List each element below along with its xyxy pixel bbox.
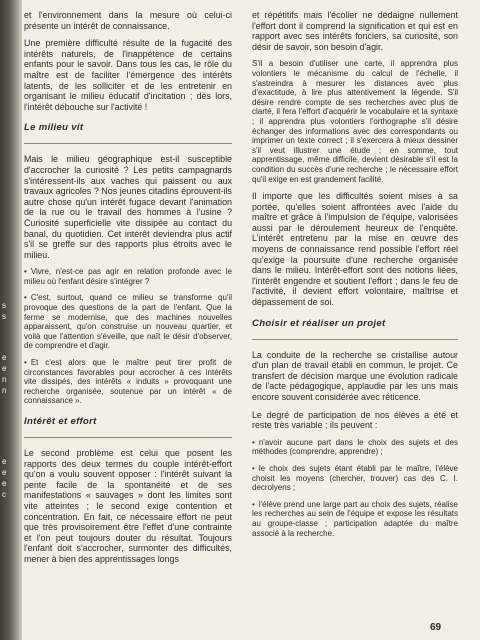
bullet-icon: • — [252, 499, 255, 509]
page-number: 69 — [430, 622, 442, 633]
bullet-text: Vivre, n'est-ce pas agir en relation profonde avec le milieu où l'enfant désire s'intégrer ? — [24, 267, 232, 286]
bullet-item — [24, 358, 232, 406]
binding-edge — [0, 0, 22, 640]
margin-letter: e — [2, 364, 7, 373]
margin-letter: c — [2, 490, 6, 499]
heading-rule — [24, 437, 232, 438]
paragraph: Une première difficulté résulte de la fugacité des intérêts naturels, de l'inappétence de certains enfants pour le savoir. Dans tous les cas, le rôle du maître est de faciliter l'émergence des intérêts latents, de les solliciter et de les entretenir en organisant le milieu éducatif d'incitation ; dès lors, l'intérêt débouche sur l'activité ! — [24, 38, 232, 112]
paragraph-small: S'il a besoin d'utiliser une carte, il apprendra plus volontiers le mécanisme du calcul de l'échelle, il s'astreindra à mesurer les distances avec plus d'exactitude, à lire plus attentivement la légende. S'il désire rendre compte de ses recherches avec plus de clarté, il fera l'effort d'acquérir le vocabulaire et la syntaxe ; il apprendra plus volontiers l'orthographe s'il désire échanger des informations avec des correspondants ou imprimer un texte correct ; il s'exercera à mieux dessiner s'il veut illustrer une étude ; en somme, tout apprentissage, même difficile, devient désirable s'il est la condition du succès d'une recherche ; le nécessaire effort qu'il exige en est grandement facilité. — [252, 59, 458, 184]
bullet-text: n'avoir aucune part dans le choix des sujets et des méthodes (comprendre, apprendre) ; — [252, 437, 458, 457]
heading-rule — [24, 143, 232, 144]
heading-rule — [252, 339, 458, 340]
paragraph: Mais le milieu géographique est-il susceptible d'accrocher la curiosité ? Les petits campagnards s'intéressent-ils aux vaches qui paissent ou aux travaux agricoles ? Nos jeunes citadins éprouvent-ils autre chose qu'un intérêt fugace devant l'animation de la rue ou le travail des hommes à l'usine ? Curiosité superficielle vite dissipée au contact du banal, du quotidien. Cet intérêt deviendra plus actif s'il se greffe sur des rapports plus étroits avec le milieu. — [24, 154, 232, 260]
right-column — [252, 10, 458, 545]
adjacent-page-margin-letters — [2, 300, 18, 500]
bullet-icon: • — [24, 267, 27, 277]
bullet-text: C'est, surtout, quand ce milieu se transforme qu'il provoque des questions de la part de l'enfant. Que la ferme se modernise, que des machines nouvelles apparaissent, qu'on construise un nouveau quartier, et voilà que l'attention s'éveille, que naît le désir d'observer, de comprendre et d'agir. — [24, 293, 232, 351]
bullet-text: Et c'est alors que le maître peut tirer profit de circonstances favorables pour accrocher à ces intérêts vite dissipés, des intérêts « induits » provoquant une recherche organisée, soutenue par un intérêt « de connaissance ». — [24, 358, 232, 406]
bullet-icon: • — [24, 358, 27, 368]
margin-letter: s — [2, 301, 6, 310]
bullet-text: le choix des sujets étant établi par le maître, l'élève choisit les moyens (chercher, trouver) cas des C. I. decrolyens ; — [252, 463, 458, 493]
paragraph: et l'environnement dans la mesure où celui-ci présente un intérêt de connaissance. — [24, 10, 232, 31]
bullet-icon: • — [252, 437, 255, 447]
margin-letter: e — [2, 468, 7, 477]
bullet-icon: • — [24, 293, 27, 303]
paragraph: La conduite de la recherche se cristallise autour d'un plan de travail établi en commun, le projet. Ce transfert de décision marque une évolution radicale de l'acte pédagogique, applaudie par les uns mais encore souvent considérée avec réticence. — [252, 349, 458, 402]
section-heading-milieu-vit: Le milieu vit — [24, 122, 84, 134]
margin-letter: e — [2, 457, 7, 466]
paragraph: Le second problème est celui que posent les rapports des deux termes du couple intérêt-effort qu'on a voulu souvent opposer : l'intérêt suivant la pente facile de la spontanéité et de ses manifestations « sauvages » dont les limites sont vite atteintes ; le second exige contention et concentration. En fait, ce nécessaire effort ne peut que très provisoirement être l'effet d'une contrainte et l'on peut toujours douter du résultat. Toujours l'enfant doit s'accrocher, surmonter des difficultés, mener à bien des apprentissages longs — [24, 448, 232, 564]
bullet-item — [252, 438, 458, 457]
paragraph: et répétitifs mais l'écolier ne dédaigne nullement l'effort dont il comprend la signification et qui est en rapport avec ses intérêts fonciers, sa curiosité, son désir de savoir, son besoin d'agir. — [252, 10, 458, 52]
bullet-item — [252, 500, 458, 538]
margin-letter: n — [2, 375, 7, 384]
margin-letter: n — [2, 386, 7, 395]
paragraph: Il importe que les difficultés soient mises à sa portée, qu'elles soient affrontées avec l'aide du maître et grâce à l'impulsion de l'équipe, valorisées aussi par le déroulement heureux de l'enquête. L'intérêt entretenu par la mise en œuvre des moyens de connaissance rend possible l'effort réel qu'exige la poursuite d'une recherche organisée dans le milieu. Intérêt-effort sont des notions liées, l'intérêt engendre et soutient l'effort ; dans le feu de l'activité, il devient effort volontaire, maîtrise et dépassement de soi. — [252, 191, 458, 308]
margin-letter: e — [2, 479, 7, 488]
section-heading-interet-effort: Intérêt et effort — [24, 416, 97, 427]
bullet-item — [24, 293, 232, 351]
bullet-item — [24, 267, 232, 286]
margin-letter: s — [2, 312, 6, 321]
bullet-item — [252, 464, 458, 493]
left-column — [24, 10, 232, 572]
bullet-icon: • — [252, 463, 255, 473]
paragraph: Le degré de participation de nos élèves a été et reste très variable ; ils peuvent : — [252, 409, 458, 431]
section-heading-choisir-projet: Choisir et réaliser un projet — [252, 317, 386, 329]
margin-letter: e — [2, 353, 7, 362]
bullet-text: l'élève prend une large part au choix des sujets, réalise les recherches au sein de l'équipe et expose les résultats au groupe-classe ; participation adaptée du maître associé à la recherche. — [252, 499, 458, 538]
